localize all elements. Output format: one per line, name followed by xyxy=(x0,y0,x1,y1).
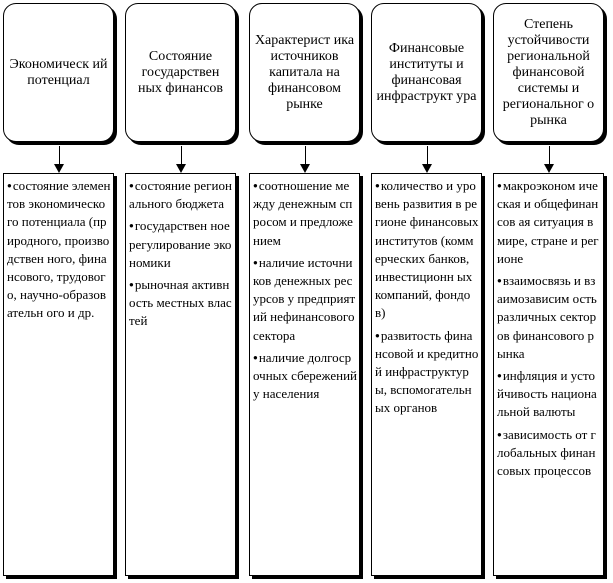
list-item: ● состояние элементов экономическо го потенциала (природного, производствен ного, финансового, трудового, научно-образовательн ого и др. xyxy=(7,177,111,323)
list-item: ● макроэконом ическая и общефинансов ая ситуация в мире, стране и регионе xyxy=(497,177,601,268)
arrow-down-icon xyxy=(422,164,432,173)
list-item: ● взаимосвязь и взаимозависим ость различных секторов финансового рынка xyxy=(497,272,601,363)
arrow-down-icon xyxy=(176,164,186,173)
list-item: ● наличие источников денежных ресурсов у предприятий нефинансового сектора xyxy=(253,254,357,345)
column-header: Степень устойчивости региональной финансовой системы и региональног о рынка xyxy=(493,3,604,142)
column-header: Состояние государствен ных финансов xyxy=(125,3,236,142)
list-item: ● зависимость от глобальных финансовых процессов xyxy=(497,426,601,481)
connector-line xyxy=(549,146,550,166)
list-item: ● состояние регионального бюджета xyxy=(129,177,233,213)
column-header: Экономическ ий потенциал xyxy=(3,3,114,142)
column-header: Характерист ика источников капитала на финансовом рынке xyxy=(249,3,360,142)
column-header: Финансовые институты и финансовая инфраструкт ура xyxy=(371,3,482,142)
column-content-box xyxy=(3,173,114,576)
list-item: ● количество и уровень развития в регионе финансовых институтов (коммерческих банков, инвестиционн ых компаний, фондов) xyxy=(375,177,479,323)
arrow-down-icon xyxy=(544,164,554,173)
arrow-down-icon xyxy=(54,164,64,173)
list-item: ● государствен ное регулирование экономики xyxy=(129,217,233,272)
connector-line xyxy=(181,146,182,166)
list-item: ● соотношение между денежным спросом и предложением xyxy=(253,177,357,250)
list-item: ● рыночная активность местных властей xyxy=(129,276,233,331)
list-item: ● развитость финансовой и кредитной инфраструктур ы, вспомогательн ых органов xyxy=(375,327,479,418)
connector-line xyxy=(59,146,60,166)
arrow-down-icon xyxy=(300,164,310,173)
list-item: ● инфляция и устойчивость национальной валюты xyxy=(497,367,601,422)
connector-line xyxy=(427,146,428,166)
connector-line xyxy=(305,146,306,166)
column-content-box xyxy=(493,173,604,576)
column-content-box xyxy=(125,173,236,576)
column-content-box xyxy=(371,173,482,576)
column-content-box xyxy=(249,173,360,576)
list-item: ● наличие долгосрочных сбережений у населения xyxy=(253,349,357,404)
